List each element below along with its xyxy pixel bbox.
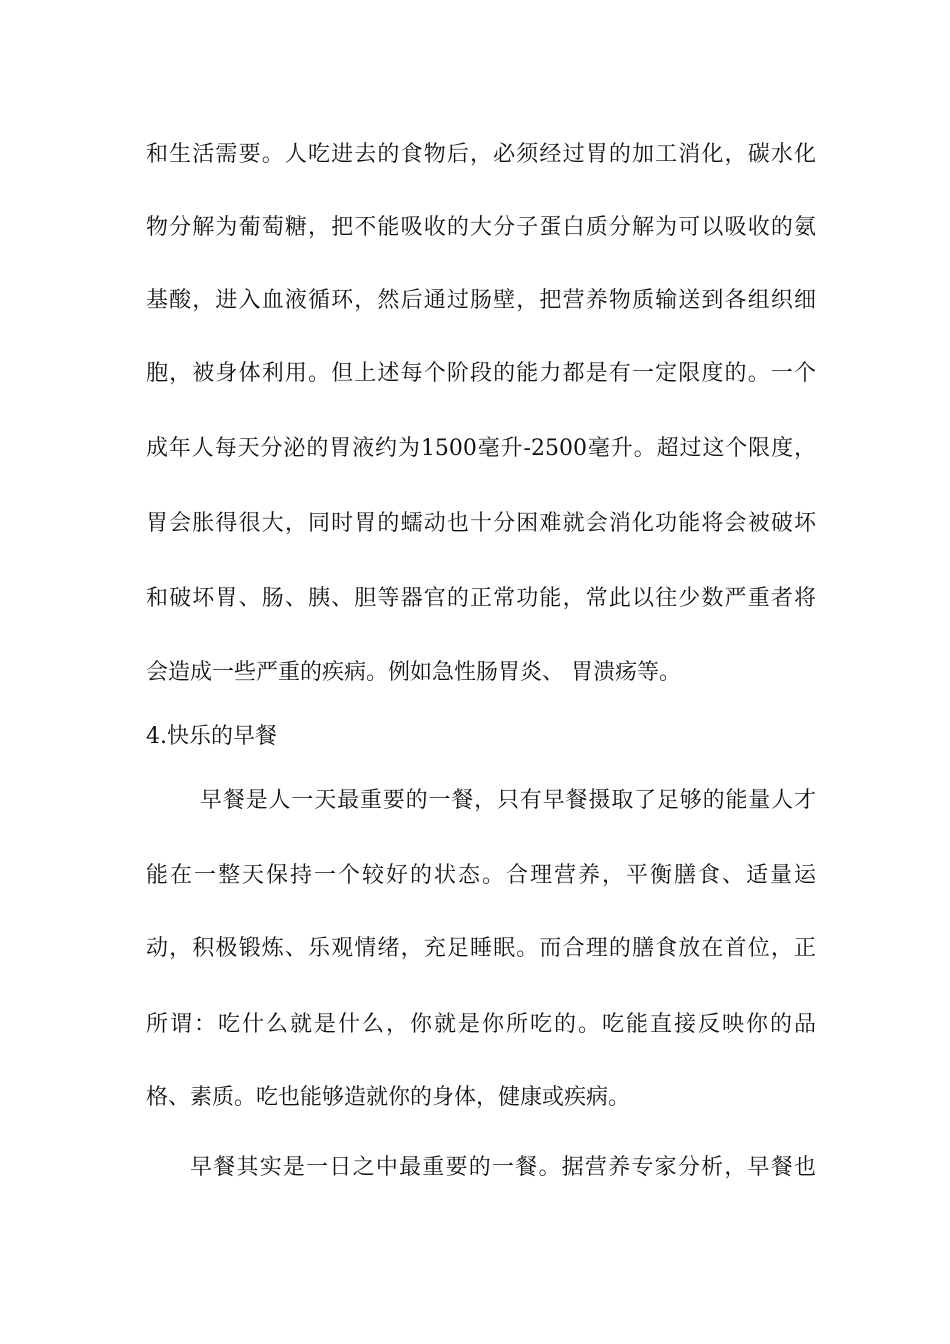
paragraph-2-line-1: 早餐是人一天最重要的一餐，只有早餐摄取了足够的能量人才 bbox=[200, 788, 816, 813]
paragraph-1-line-6: 胃会胀得很大，同时胃的蠕动也十分困难就会消化功能将会被破坏 bbox=[146, 511, 816, 536]
paragraph-2-line-4: 所谓：吃什么就是什么，你就是你所吃的。吃能直接反映你的品 bbox=[146, 1012, 816, 1037]
paragraph-2-line-2: 能在一整天保持一个较好的状态。合理营养，平衡膳食、适量运 bbox=[146, 863, 816, 888]
section-heading: 4.快乐的早餐 bbox=[146, 724, 277, 749]
paragraph-1-line-2: 物分解为葡萄糖，把不能吸收的大分子蛋白质分解为可以吸收的氨 bbox=[146, 215, 816, 240]
paragraph-1-line-3: 基酸，进入血液循环，然后通过肠壁，把营养物质输送到各组织细 bbox=[146, 288, 816, 313]
paragraph-1-line-5: 成年人每天分泌的胃液约为1500毫升-2500毫升。超过这个限度， bbox=[146, 436, 816, 461]
paragraph-1-line-8: 会造成一些严重的疾病。例如急性肠胃炎、 胃溃疡等。 bbox=[146, 660, 681, 685]
paragraph-1-line-7: 和破坏胃、肠、胰、胆等器官的正常功能，常此以往少数严重者将 bbox=[146, 586, 816, 611]
paragraph-1-line-4: 胞，被身体利用。但上述每个阶段的能力都是有一定限度的。一个 bbox=[146, 361, 816, 386]
paragraph-1-line-1: 和生活需要。人吃进去的食物后，必须经过胃的加工消化，碳水化 bbox=[146, 142, 816, 167]
paragraph-2-line-5: 格、素质。吃也能够造就你的身体，健康或疾病。 bbox=[146, 1085, 631, 1110]
paragraph-3-line-1: 早餐其实是一日之中最重要的一餐。据营养专家分析，早餐也 bbox=[190, 1155, 816, 1180]
paragraph-2-line-3: 动，积极锻炼、乐观情绪，充足睡眠。而合理的膳食放在首位，正 bbox=[146, 936, 816, 961]
